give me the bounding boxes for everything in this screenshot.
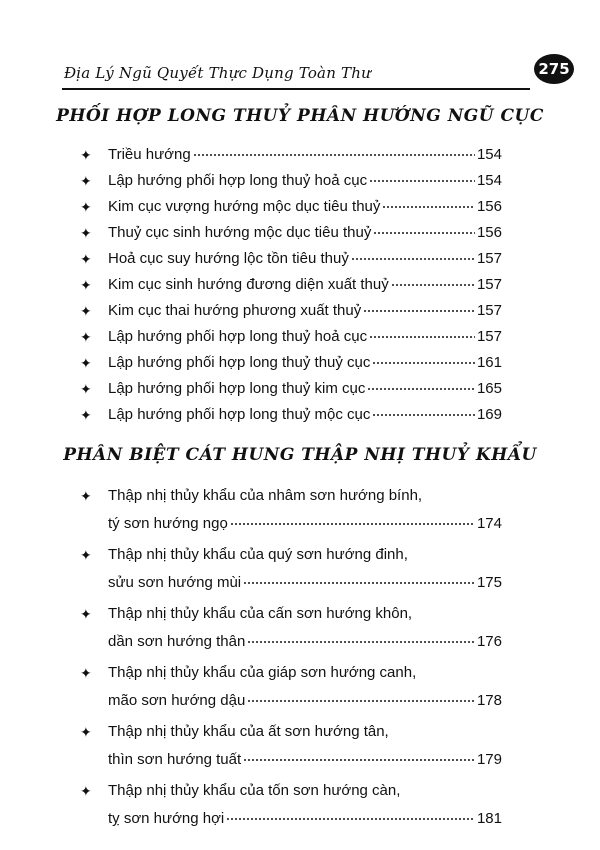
toc-entry-page: 157 [476,276,502,293]
dot-leader [226,808,475,823]
toc-entry-page: 175 [476,574,502,591]
toc-entry-title: Lập hướng phối hợp long thuỷ mộc cục [108,406,371,423]
toc-list-phoi-hop [80,142,502,428]
bullet-icon: ✦ [80,225,92,241]
toc-entry-line [108,324,502,350]
toc-entry-line [108,142,502,168]
toc-entry-page: 169 [476,406,502,423]
page-number-badge: 275 [534,54,574,84]
bullet-icon: ✦ [80,665,92,681]
dot-leader [351,248,475,263]
toc-entry [80,194,502,220]
toc-entry-title: Kim cục vượng hướng mộc dục tiêu thuỷ [108,198,381,215]
toc-entry-line-1 [108,777,502,805]
toc-entry-page: 154 [476,172,502,189]
toc-entry-page: 157 [476,250,502,267]
toc-entry-page: 178 [476,692,502,709]
toc-entry-line [108,350,502,376]
toc-entry-page: 165 [476,380,502,397]
bullet-icon: ✦ [80,381,92,397]
dot-leader [230,513,475,528]
bullet-icon: ✦ [80,407,92,423]
dot-leader [247,631,475,646]
toc-entry [80,246,502,272]
toc-entry [80,541,502,597]
toc-entry-title-part1: Thập nhị thủy khẩu của cấn sơn hướng khôn, [108,605,413,622]
toc-entry-title: Triều hướng [108,146,191,163]
toc-entry-page: 156 [476,198,502,215]
toc-entry-line [108,298,502,324]
toc-entry [80,272,502,298]
toc-entry [80,482,502,538]
toc-entry-page: 176 [476,633,502,650]
bullet-icon: ✦ [80,724,92,740]
toc-entry-line [108,402,502,428]
toc-entry-title-part1: Thập nhị thủy khẩu của nhâm sơn hướng bính, [108,487,423,504]
toc-entry [80,659,502,715]
toc-entry [80,324,502,350]
toc-entry-line [108,376,502,402]
toc-entry-line [108,272,502,298]
bullet-icon: ✦ [80,303,92,319]
toc-entry-title-part1: Thập nhị thủy khẩu của quý sơn hướng đinh, [108,546,408,563]
bullet-icon: ✦ [80,488,92,504]
toc-entry-line [108,168,502,194]
toc-entry-title: Lập hướng phối hợp long thuỷ hoả cục [108,328,368,345]
toc-entry-line-2 [108,746,502,774]
toc-entry [80,298,502,324]
toc-entry [80,168,502,194]
bullet-icon: ✦ [80,547,92,563]
toc-entry-title-part2: dần sơn hướng thân [108,633,246,650]
dot-leader [243,572,475,587]
bullet-icon: ✦ [80,251,92,267]
bullet-icon: ✦ [80,606,92,622]
toc-entry-page: 156 [476,224,502,241]
toc-entry-title: Kim cục sinh hướng đương diện xuất thuỷ [108,276,389,293]
toc-entry [80,600,502,656]
toc-entry-title-part1: Thập nhị thủy khẩu của tốn sơn hướng càn, [108,782,401,799]
bullet-icon: ✦ [80,199,92,215]
toc-entry-line-1 [108,482,502,510]
section-title-phan-biet: PHÂN BIỆT CÁT HUNG THẬP NHỊ THUỶ KHẨU [63,445,537,465]
toc-entry-title: Lập hướng phối hợp long thuỷ kim cục [108,380,366,397]
toc-entry-title: Kim cục thai hướng phương xuất thuỷ [108,302,362,319]
toc-entry [80,402,502,428]
toc-entry-page: 179 [476,751,502,768]
dot-leader [363,300,475,315]
toc-entry-page: 157 [476,302,502,319]
toc-entry-page: 157 [476,328,502,345]
toc-entry-line-1 [108,541,502,569]
dot-leader [243,749,475,764]
dot-leader [372,404,475,419]
dot-leader [247,690,475,705]
toc-entry-line [108,246,502,272]
section-title-phoi-hop: PHỐI HỢP LONG THUỶ PHÂN HƯỚNG NGŨ CỤC [56,106,544,126]
toc-entry-page: 161 [476,354,502,371]
toc-entry-line-2 [108,510,502,538]
toc-entry-title-part1: Thập nhị thủy khẩu của ất sơn hướng tân, [108,723,389,740]
toc-entry [80,220,502,246]
toc-entry-line-1 [108,600,502,628]
toc-entry-line-2 [108,805,502,833]
toc-entry-title: Hoả cục suy hướng lộc tồn tiêu thuỷ [108,250,349,267]
bullet-icon: ✦ [80,277,92,293]
toc-entry-title-part2: sửu sơn hướng mùi [108,574,242,591]
toc-entry-title: Thuỷ cục sinh hướng mộc dục tiêu thuỷ [108,224,372,241]
toc-list-phan-biet [80,482,502,836]
dot-leader [369,326,475,341]
bullet-icon: ✦ [80,147,92,163]
toc-entry-title-part2: tỵ sơn hướng hợi [108,810,225,827]
toc-entry-title-part2: thìn sơn hướng tuất [108,751,242,768]
dot-leader [367,378,475,393]
toc-entry-line-1 [108,659,502,687]
toc-entry [80,350,502,376]
toc-entry-line-1 [108,718,502,746]
bullet-icon: ✦ [80,783,92,799]
toc-entry-page: 174 [476,515,502,532]
bullet-icon: ✦ [80,329,92,345]
dot-leader [193,144,475,159]
toc-entry-line [108,194,502,220]
toc-entry-title: Lập hướng phối hợp long thuỷ hoả cục [108,172,368,189]
toc-entry-page: 181 [476,810,502,827]
toc-entry [80,142,502,168]
toc-entry-page: 154 [476,146,502,163]
toc-entry-line-2 [108,569,502,597]
book-title: Địa Lý Ngũ Quyết Thực Dụng Toàn Thư [64,64,371,82]
toc-entry [80,376,502,402]
dot-leader [373,222,475,237]
toc-entry-title-part2: mão sơn hướng dậu [108,692,246,709]
toc-entry-line-2 [108,687,502,715]
dot-leader [391,274,475,289]
toc-entry-title: Lập hướng phối hợp long thuỷ thuỷ cục [108,354,371,371]
bullet-icon: ✦ [80,355,92,371]
toc-entry-line-2 [108,628,502,656]
dot-leader [382,196,475,211]
bullet-icon: ✦ [80,173,92,189]
toc-entry-title-part2: tý sơn hướng ngọ [108,515,228,532]
dot-leader [369,170,475,185]
toc-entry [80,777,502,833]
dot-leader [372,352,475,367]
toc-entry [80,718,502,774]
page-header [62,56,570,90]
toc-entry-line [108,220,502,246]
toc-entry-title-part1: Thập nhị thủy khẩu của giáp sơn hướng canh, [108,664,417,681]
